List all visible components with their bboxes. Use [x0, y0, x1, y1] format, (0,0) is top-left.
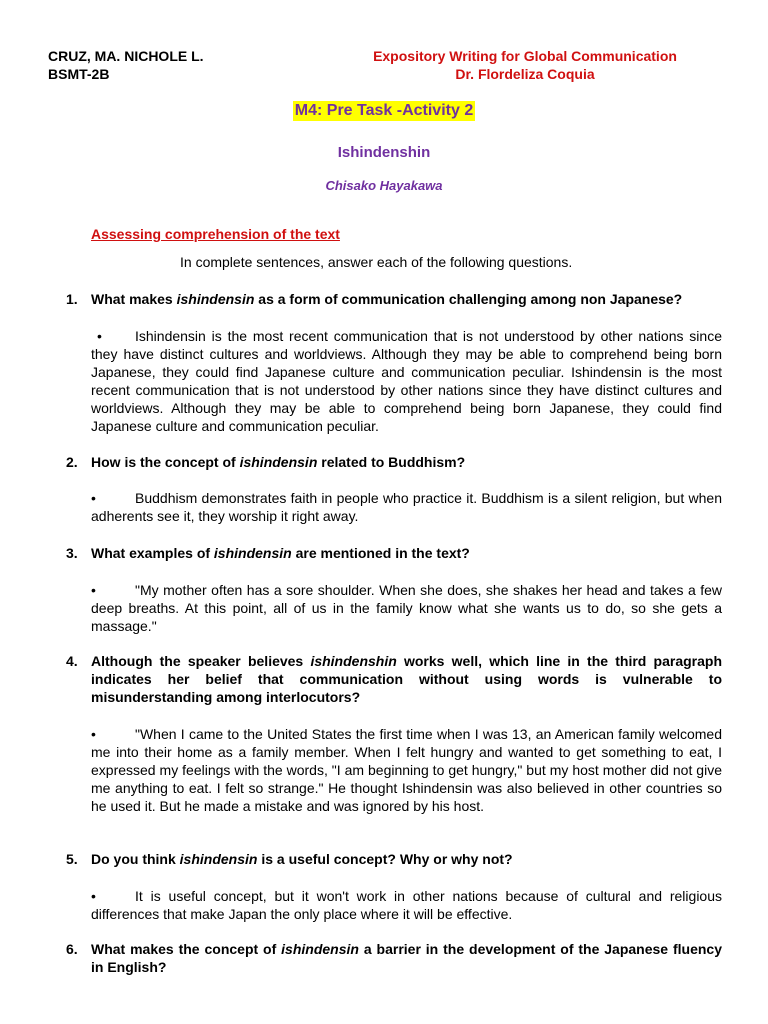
- question-number: 2.: [66, 454, 78, 470]
- question-term: ishindensin: [213, 545, 292, 561]
- question-text-part: works well, which line in the third paragraph indicates her belief that communication without using words is vulnerable to misunderstanding among interlocutors?: [91, 653, 723, 705]
- question-text-part: a barrier in the development of the Japanese fluency in English?: [91, 941, 722, 975]
- answer-2: [91, 489, 722, 525]
- answer-text: It is useful concept, but it won't work in other nations because of cultural and religious differences that make Japan the only place where it will be effective.: [91, 888, 722, 922]
- question-number: 1.: [66, 291, 78, 307]
- answer-5: [91, 887, 722, 923]
- question-1: [66, 290, 722, 308]
- answer-text: Ishindensin is the most recent communication that is not understood by other nations since they have distinct cultures and worldviews. Although they may be able to comprehend being born Japanese, they could find Japanese culture and communication peculiar. Ishindensin is the most recent communication that is not understood by other nations since they have distinct cultures and worldviews. Although they may be able to comprehend being born Japanese, they could find Japanese culture and communication peculiar.: [91, 328, 722, 434]
- question-6: [66, 940, 722, 976]
- question-number: 6.: [66, 941, 78, 957]
- student-name: CRUZ, MA. NICHOLE L.: [48, 48, 204, 64]
- question-text-part: What makes the concept of: [91, 941, 282, 957]
- title-wrap: [0, 101, 768, 121]
- answer-text: "When I came to the United States the first time when I was 13, an American family welcomed me into their home as a family member. When I felt hungry and wanted to get something to eat, I expressed my feelings with the words, "I am beginning to get hungry," but my host mother did not give me anything to eat. I felt so strange." He thought Ishindensin was also believed in other countries so he used it. But he made a mistake and was ignored by his host.: [91, 726, 722, 814]
- question-5: [66, 850, 722, 868]
- student-section: BSMT-2B: [48, 66, 110, 82]
- answer-1: [91, 327, 722, 435]
- question-text: [91, 850, 722, 868]
- text-author: Chisako Hayakawa: [325, 178, 443, 193]
- question-4: [66, 652, 722, 706]
- bullet-icon: •: [91, 726, 96, 742]
- question-2: [66, 453, 722, 471]
- question-number: 3.: [66, 545, 78, 561]
- student-info: [48, 47, 204, 83]
- question-text-part: What examples of: [91, 545, 214, 561]
- question-text-part: is a useful concept? Why or why not?: [257, 851, 513, 867]
- question-term: ishindensin: [176, 291, 255, 307]
- question-text: [91, 652, 722, 706]
- question-term: ishindenshin: [310, 653, 397, 669]
- section-heading: Assessing comprehension of the text: [91, 226, 340, 242]
- question-number: 4.: [66, 653, 78, 669]
- question-term: ishindensin: [239, 454, 318, 470]
- question-text-part: as a form of communication challenging among non Japanese?: [254, 291, 683, 307]
- question-text-part: What makes: [91, 291, 177, 307]
- answer-3: [91, 581, 722, 635]
- text-title: Ishindenshin: [337, 144, 431, 161]
- question-text-part: Do you think: [91, 851, 180, 867]
- question-number: 5.: [66, 851, 78, 867]
- question-text: [91, 290, 722, 308]
- question-term: ishindensin: [179, 851, 258, 867]
- question-text-part: are mentioned in the text?: [291, 545, 470, 561]
- question-text-part: Although the speaker believes: [91, 653, 311, 669]
- bullet-icon: •: [97, 328, 102, 344]
- answer-text: "My mother often has a sore shoulder. When she does, she shakes her head and takes a few deep breaths. At this point, all of us in the family know what she wants us to do, so she gets a massage.": [91, 582, 722, 634]
- question-text: [91, 940, 722, 976]
- question-text-part: How is the concept of: [91, 454, 240, 470]
- bullet-icon: •: [91, 582, 96, 598]
- question-3: [66, 544, 722, 562]
- bullet-icon: •: [91, 490, 96, 506]
- instructor-name: Dr. Flordeliza Coquia: [455, 66, 595, 82]
- instructions: In complete sentences, answer each of the following questions.: [180, 254, 573, 270]
- bullet-icon: •: [91, 888, 96, 904]
- course-title: Expository Writing for Global Communication: [373, 48, 677, 64]
- question-text: [91, 544, 722, 562]
- question-text-part: related to Buddhism?: [317, 454, 466, 470]
- answer-text: Buddhism demonstrates faith in people who practice it. Buddhism is a silent religion, but when adherents see it, they worship it right away.: [91, 490, 722, 524]
- question-term: ishindensin: [281, 941, 359, 957]
- question-text: [91, 453, 722, 471]
- course-info: [352, 47, 698, 83]
- page-title: M4: Pre Task -Activity 2: [294, 102, 474, 119]
- answer-4: [91, 725, 722, 815]
